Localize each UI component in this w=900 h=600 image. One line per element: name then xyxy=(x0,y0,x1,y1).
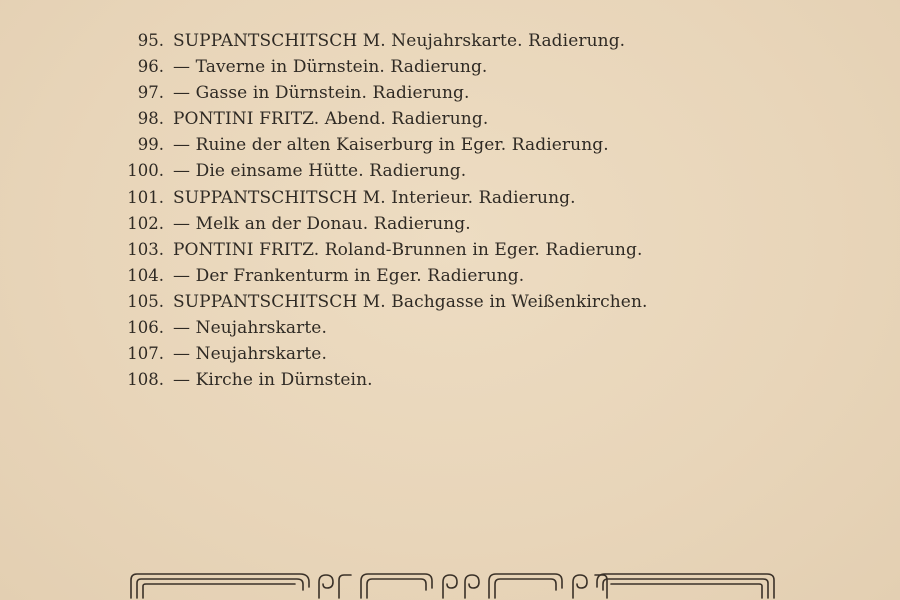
art-nouveau-border-ornament-icon xyxy=(125,570,780,600)
entry-number: 102. xyxy=(127,213,164,233)
entry-text: — Taverne in Dürnstein. Radierung. xyxy=(173,57,488,78)
entry-text: — Der Frankenturm in Eger. Radierung. xyxy=(173,265,525,286)
entry-number: 97. xyxy=(137,83,164,103)
entry-text: SUPPANTSCHITSCH M. Neujahrskarte. Radierung. xyxy=(173,31,626,51)
catalog-entry xyxy=(110,106,810,132)
entry-number: 103. xyxy=(127,239,164,259)
entry-number: 108. xyxy=(127,370,164,390)
entry-number: 99. xyxy=(137,135,164,155)
entry-number: 95. xyxy=(137,31,164,50)
catalog-entry xyxy=(110,341,810,367)
entry-text: — Neujahrskarte. xyxy=(173,318,327,339)
entry-number: 104. xyxy=(127,265,164,285)
catalog-entry-list xyxy=(110,28,810,393)
entry-number: 106. xyxy=(127,318,164,338)
entry-number: 101. xyxy=(127,187,164,207)
entry-text: SUPPANTSCHITSCH M. Bachgasse in Weißenkirchen. xyxy=(173,291,648,312)
catalog-entry xyxy=(110,237,810,263)
catalog-entry xyxy=(110,315,810,341)
catalog-entry xyxy=(110,132,810,158)
entry-text: SUPPANTSCHITSCH M. Interieur. Radierung. xyxy=(173,187,576,208)
entry-text: — Neujahrskarte. xyxy=(173,344,327,365)
catalog-entry xyxy=(110,54,810,80)
entry-text: — Die einsame Hütte. Radierung. xyxy=(173,161,467,182)
catalog-entry xyxy=(110,367,810,393)
entry-number: 107. xyxy=(127,344,164,364)
entry-text: — Gasse in Dürnstein. Radierung. xyxy=(173,83,470,104)
catalog-entry xyxy=(110,28,810,54)
catalog-entry xyxy=(110,263,810,289)
entry-number: 100. xyxy=(127,161,164,181)
catalog-entry xyxy=(110,158,810,184)
entry-text: — Ruine der alten Kaiserburg in Eger. Radierung. xyxy=(173,135,609,156)
catalog-entry xyxy=(110,289,810,315)
entry-text: — Melk an der Donau. Radierung. xyxy=(173,213,471,234)
catalog-entry xyxy=(110,211,810,237)
entry-number: 96. xyxy=(137,57,164,77)
catalog-entry xyxy=(110,80,810,106)
entry-number: 105. xyxy=(127,291,164,311)
catalog-entry xyxy=(110,185,810,211)
entry-text: PONTINI FRITZ. Roland-Brunnen in Eger. Radierung. xyxy=(173,239,643,260)
entry-text: — Kirche in Dürnstein. xyxy=(173,370,373,391)
entry-number: 98. xyxy=(137,109,164,129)
entry-text: PONTINI FRITZ. Abend. Radierung. xyxy=(173,109,489,130)
